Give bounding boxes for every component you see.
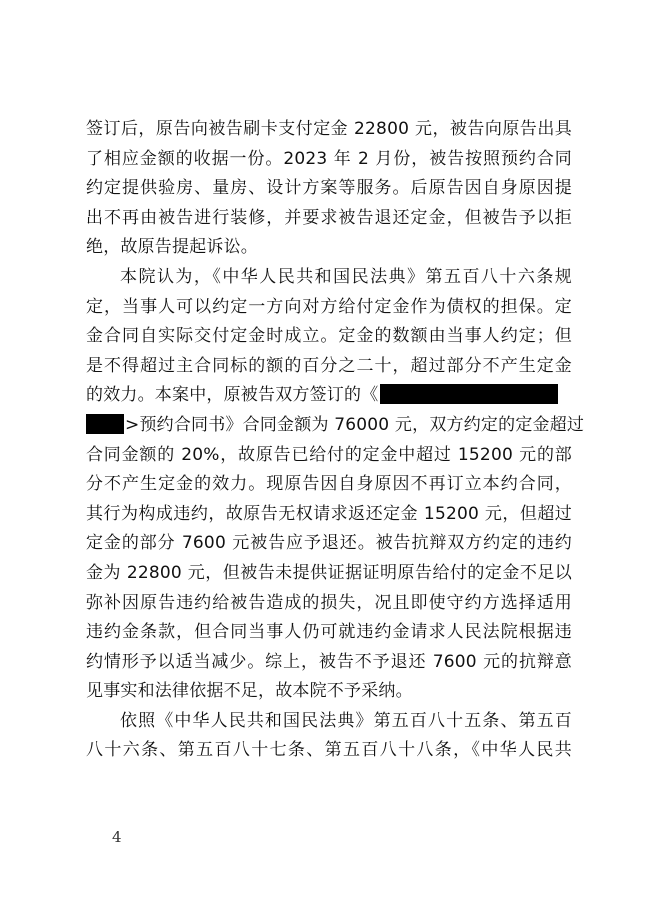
text-line: 了相应金额的收据一份。2023 年 2 月份，被告按照预约合同	[86, 148, 572, 169]
text-line: 八十六条、第五百八十七条、第五百八十八条，《中华人民共	[86, 740, 572, 761]
text-line: 约定提供验房、量房、设计方案等服务。后原告因自身原因提	[86, 178, 572, 199]
text-line: 签订后，原告向被告刷卡支付定金 22800 元，被告向原告出具	[86, 119, 572, 139]
text-line: 约情形予以适当减少。综上，被告不予退还 7600 元的抗辩意	[86, 651, 572, 672]
text-line: 金合同自实际交付定金时成立。定金的数额由当事人约定；但	[86, 326, 572, 347]
text-segment: 的效力。本案中，原被告双方签订的《	[86, 385, 379, 406]
text-line: 其行为构成违约，故原告无权请求返还定金 15200 元，但超过	[86, 503, 572, 524]
text-line: 出不再由被告进行装修，并要求被告退还定金，但被告予以拒	[86, 207, 572, 228]
text-line-redacted	[86, 381, 572, 411]
text-line: 违约金条款，但合同当事人仍可就违约金请求人民法院根据违	[86, 622, 572, 643]
text-line: 见事实和法律依据不足，故本院不予采纳。	[86, 681, 413, 702]
text-line: 弥补因原告违约给被告造成的损失，况且即使守约方选择适用	[86, 592, 572, 613]
text-line: 依照《中华人民共和国民法典》第五百八十五条、第五百	[120, 710, 572, 731]
text-line: 分不产生定金的效力。现原告因自身原因不再订立本约合同，	[86, 474, 572, 495]
text-line: 合同金额的 20%，故原告已给付的定金中超过 15200 元的部	[86, 444, 572, 465]
page-number: 4	[112, 828, 122, 846]
text-line: 绝，故原告提起诉讼。	[86, 237, 258, 258]
text-line: 是不得超过主合同标的额的百分之二十，超过部分不产生定金	[86, 355, 572, 376]
text-segment: >预约合同书》合同金额为 76000 元，双方约定的定金超过	[125, 414, 585, 435]
text-line: 定，当事人可以约定一方向对方给付定金作为债权的担保。定	[86, 296, 572, 317]
text-line: 本院认为，《中华人民共和国民法典》第五百八十六条规	[120, 266, 572, 287]
redaction-block	[380, 384, 558, 404]
text-line: 金为 22800 元，但被告未提供证据证明原告给付的定金不足以	[86, 562, 572, 583]
text-line-redacted	[86, 411, 585, 441]
text-line: 定金的部分 7600 元被告应予退还。被告抗辩双方约定的违约	[86, 533, 572, 554]
redaction-block	[86, 414, 124, 434]
document-body	[86, 115, 585, 766]
